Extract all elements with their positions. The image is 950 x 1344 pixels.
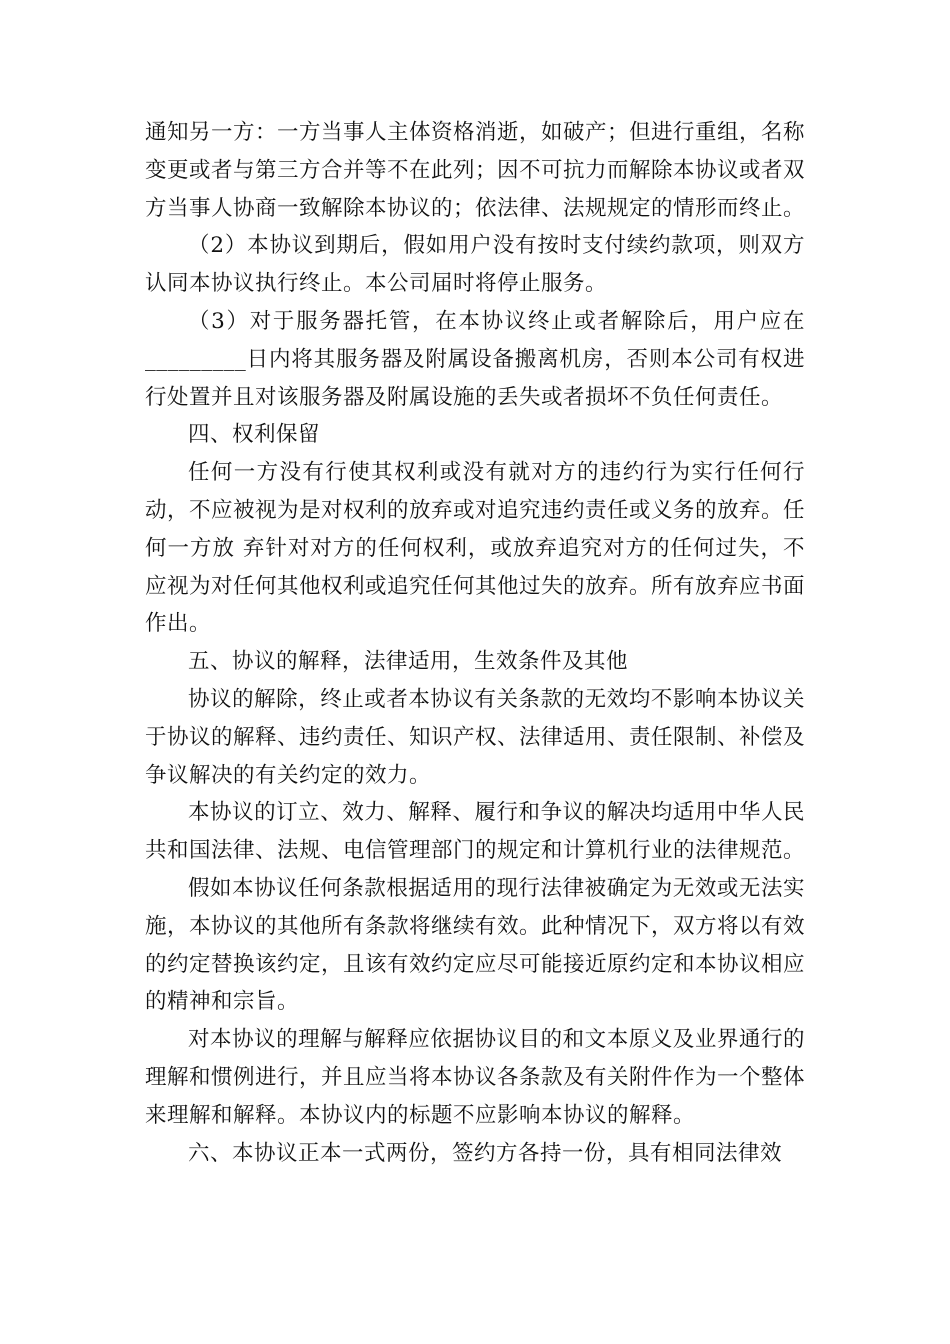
- paragraph-severability: 假如本协议任何条款根据适用的现行法律被确定为无效或无法实施，本协议的其他所有条款将继续有效。此种情况下，双方将以有效的约定替换该约定，且该有效约定应尽可能接近原约定和本协议相应的精神和宗旨。: [145, 875, 806, 1015]
- paragraph-server-removal: （3）对于服务器托管，在本协议终止或者解除后，用户应在_________日内将其服务器及附属设备搬离机房，否则本公司有权进行处置并且对该服务器及附属设施的丢失或者损坏不负任何责任。: [145, 308, 805, 410]
- paragraph-understanding: 对本协议的理解与解释应依据协议目的和文本原义及业界通行的理解和惯例进行，并且应当将本协议各条款及有关附件作为一个整体来理解和解释。本协议内的标题不应影响本协议的解释。: [145, 1027, 806, 1128]
- document-page: [145, 114, 805, 1172]
- section-heading-rights-reserved: 四、权利保留: [188, 422, 321, 448]
- section-heading-interpretation: 五、协议的解释，法律适用，生效条件及其他: [188, 649, 629, 675]
- paragraph-governing-law: 本协议的订立、效力、解释、履行和争议的解决均适用中华人民共和国法律、法规、电信管理部门的规定和计算机行业的法律规范。: [145, 800, 806, 864]
- paragraph-survival: 协议的解除，终止或者本协议有关条款的无效均不影响本协议关于协议的解释、违约责任、知识产权、法律适用、责任限制、补偿及争议解决的有关约定的效力。: [145, 686, 806, 788]
- section-heading-copies: 六、本协议正本一式两份，签约方各持一份，具有相同法律效: [188, 1140, 783, 1166]
- paragraph-expiry-renewal: （2）本协议到期后，假如用户没有按时支付续约款项，则双方认同本协议执行终止。本公司届时将停止服务。: [145, 233, 805, 297]
- paragraph-waiver: 任何一方没有行使其权利或没有就对方的违约行为实行任何行动，不应被视为是对权利的放弃或对追究违约责任或义务的放弃。任何一方放 弃针对对方的任何权利，或放弃追究对方的任何过失，不应视为对任何其他权利或追究任何其他过失的放弃。所有放弃应书面作出。: [145, 460, 806, 637]
- paragraph-termination-conditions: 通知另一方：一方当事人主体资格消逝，如破产；但进行重组，名称变更或者与第三方合并等不在此列；因不可抗力而解除本协议或者双方当事人协商一致解除本协议的；依法律、法规规定的情形而终止。: [145, 120, 806, 221]
